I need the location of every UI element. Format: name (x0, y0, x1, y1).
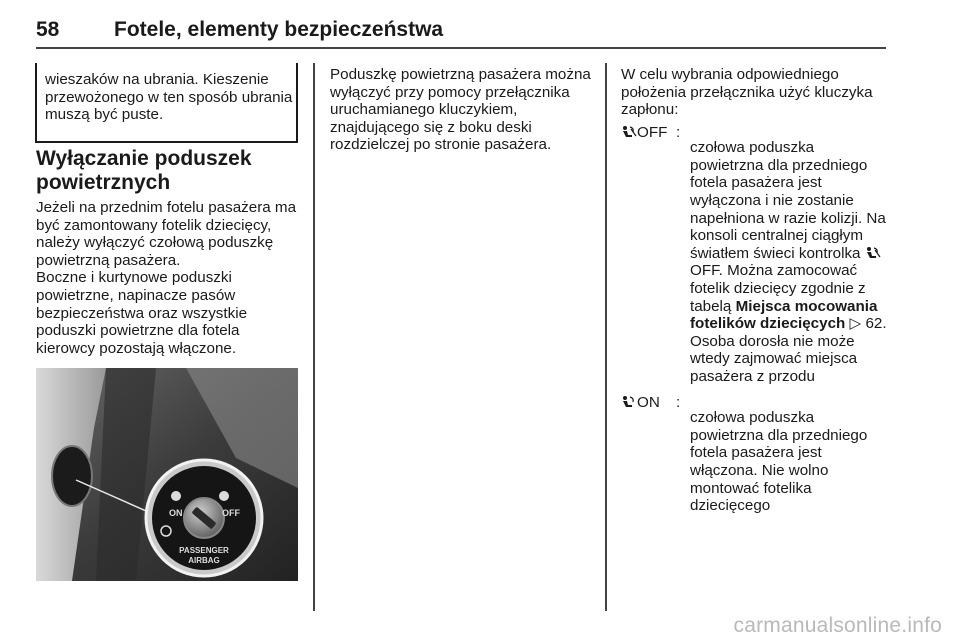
term-colon: : (676, 124, 681, 141)
airbag-off-icon (621, 125, 637, 139)
column-divider-2 (605, 63, 607, 611)
child-seat-locations-link[interactable]: Miejsca mocowania fotelików dziecięcych (690, 297, 878, 333)
airbag-switch-illustration (36, 368, 298, 581)
column-3-intro (621, 66, 891, 119)
airbag-on-icon (171, 491, 181, 501)
airbag-off-icon (219, 491, 229, 501)
term-off-label: OFF (637, 124, 668, 141)
definition-off-text (690, 139, 890, 385)
paragraph-airbag-disable: Jeżeli na przednim fotelu pasażera ma być zamontowany fotelik dziecięcy, należy wyłączyć czołową poduszkę powietrzną pasażera. (36, 199, 297, 269)
airbag-on-icon (621, 395, 637, 409)
page-header (36, 14, 886, 48)
reference-arrow-icon: ▷ (849, 315, 862, 333)
switch-caption-line1: PASSENGER (179, 546, 229, 555)
airbag-off-indicator-icon (865, 246, 881, 260)
definition-on-text: czołowa poduszka powietrzna dla przedniego fotela pasażera jest włączona. Nie wolno montować fotelika dziecięcego (690, 409, 868, 515)
page-number: 58 (36, 18, 60, 41)
switch-off-label: OFF (222, 508, 240, 518)
paragraph-switch-intro: W celu wybrania odpowiedniego położenia przełącznika użyć kluczyka zapłonu: (621, 66, 873, 119)
page-title: Fotele, elementy bezpieczeństwa (114, 18, 444, 41)
section-heading: Wyłączanie poduszek powietrznych (36, 147, 252, 194)
column-2 (330, 66, 600, 154)
off-desc-part2: OFF. Można zamocować fotelik dziecięcy zgodnie z tabelą (690, 262, 866, 315)
term-airbag-off (621, 124, 667, 142)
paragraph-switch-location: Poduszkę powietrzną pasażera można wyłączyć przy pomocy przełącznika uruchamianego kluczykiem, znajdującego się z boku deski rozdzielczej po stronie pasażera. (330, 66, 591, 154)
off-desc-part3: 62. Osoba dorosła nie może wtedy zajmować miejsca pasażera z przodu (690, 315, 887, 385)
switch-caption-line2: AIRBAG (188, 556, 220, 565)
off-desc-part1: czołowa poduszka powietrzna dla przedniego fotela pasażera jest wyłączona i nie zostanie napełniona w razie kolizji. Na konsoli centralnej ciągłym światłem świeci kontrolka (690, 139, 886, 262)
term-colon: : (676, 394, 681, 411)
notice-text: wieszaków na ubrania. Kieszenie przewożonego w ten sposób ubrania muszą być puste. (45, 71, 293, 124)
switch-on-label: ON (169, 508, 183, 518)
paragraph-other-airbags: Boczne i kurtynowe poduszki powietrzne, napinacze pasów bezpieczeństwa oraz wszystkie poduszki powietrzne dla fotela kierowcy pozostają włączone. (36, 269, 248, 357)
notice-box (35, 63, 298, 143)
term-airbag-on (621, 394, 660, 412)
column-1-body (36, 199, 301, 357)
header-rule (36, 47, 886, 49)
airbag-switch-photo (36, 368, 298, 581)
column-divider-1 (313, 63, 315, 611)
term-on-label: ON (637, 394, 660, 411)
watermark: carmanualsonline.info (733, 614, 942, 637)
